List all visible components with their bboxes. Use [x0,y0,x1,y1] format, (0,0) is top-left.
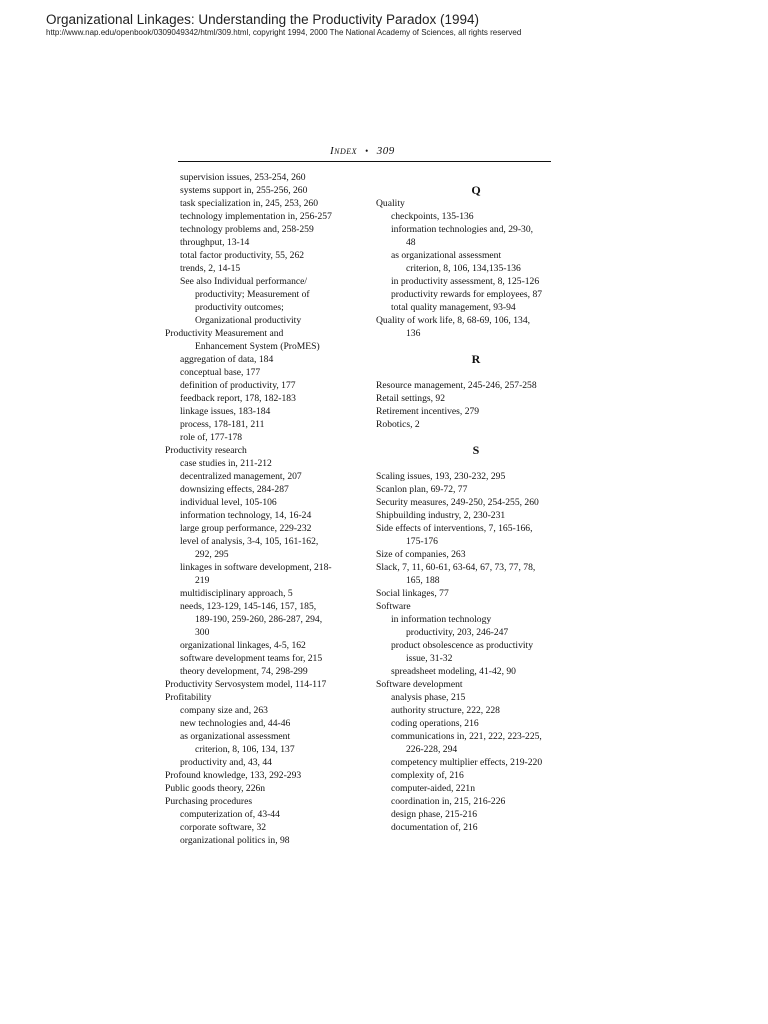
index-entry: 165, 188 [406,575,440,586]
index-entry: 136 [406,328,421,339]
document-title: Organizational Linkages: Understanding the Productivity Paradox (1994) [46,12,480,27]
index-entry: Profitability [165,692,212,703]
index-entry: 175-176 [406,536,438,547]
index-entry: in productivity assessment, 8, 125-126 [391,276,540,287]
index-entry: total quality management, 93-94 [391,302,516,313]
index-entry: technology problems and, 258-259 [180,224,314,235]
index-entry: as organizational assessment [391,250,502,261]
index-entry: aggregation of data, 184 [180,354,274,365]
index-entry: systems support in, 255-256, 260 [180,185,308,196]
index-entry: organizational linkages, 4-5, 162 [180,640,306,651]
index-entry: organizational politics in, 98 [180,835,290,846]
index-entry: 292, 295 [195,549,229,560]
index-entry: large group performance, 229-232 [180,523,312,534]
index-entry: Retirement incentives, 279 [376,406,480,417]
index-entry: information technology, 14, 16-24 [180,510,312,521]
index-spacer [376,366,576,379]
index-entry: 226-228, 294 [406,744,458,755]
index-entry: new technologies and, 44-46 [180,718,291,729]
index-entry: issue, 31-32 [406,653,453,664]
index-entry: productivity; Measurement of [195,289,310,300]
index-entry: communications in, 221, 222, 223-225, [391,731,542,742]
index-entry: throughput, 13-14 [180,237,250,248]
index-entry: in information technology [391,614,492,625]
page-number: 309 [376,145,395,157]
index-entry: Side effects of interventions, 7, 165-166, [376,523,533,534]
index-entry: computerization of, 43-44 [180,809,280,820]
index-entry: Quality of work life, 8, 68-69, 106, 134, [376,315,531,326]
index-entry: Productivity Measurement and [165,328,284,339]
section-letter: R [471,352,481,366]
index-entry: level of analysis, 3-4, 105, 161-162, [180,536,319,547]
index-entry: feedback report, 178, 182-183 [180,393,296,404]
index-entry: computer-aided, 221n [391,783,475,794]
index-entry: criterion, 8, 106, 134, 137 [195,744,295,755]
index-entry: Enhancement System (ProMES) [195,341,320,352]
index-entry: Security measures, 249-250, 254-255, 260 [376,497,539,508]
index-entry: See also Individual performance/ [180,276,308,287]
index-entry: 300 [195,627,210,638]
index-entry: Retail settings, 92 [376,393,446,404]
index-entry: Purchasing procedures [165,796,253,807]
index-entry: spreadsheet modeling, 41-42, 90 [391,666,516,677]
document-url: http://www.nap.edu/openbook/0309049342/html/309.html, copyright 1994, 2000 The National Academy of Sciences, all rights reserved [46,28,522,37]
index-entry: Software [376,601,411,612]
index-entry: technology implementation in, 256-257 [180,211,332,222]
index-entry: decentralized management, 207 [180,471,302,482]
index-entry: information technologies and, 29-30, [391,224,534,235]
index-entry: 219 [195,575,210,586]
index-entry: role of, 177-178 [180,432,243,443]
index-entry: coding operations, 216 [391,718,479,729]
index-entry: checkpoints, 135-136 [391,211,474,222]
index-entry: total factor productivity, 55, 262 [180,250,305,261]
index-entry: Profound knowledge, 133, 292-293 [165,770,302,781]
document-header [46,12,746,38]
index-entry: linkage issues, 183-184 [180,406,271,417]
index-entry: conceptual base, 177 [180,367,261,378]
index-entry: Social linkages, 77 [376,588,449,599]
index-entry: competency multiplier effects, 219-220 [391,757,543,768]
index-entry: Public goods theory, 226n [165,783,266,794]
index-entry: documentation of, 216 [391,822,478,833]
index-entry: Resource management, 245-246, 257-258 [376,380,537,391]
index-entry: analysis phase, 215 [391,692,466,703]
index-entry: linkages in software development, 218- [180,562,332,573]
index-entry: productivity, 203, 246-247 [406,627,509,638]
index-entry: theory development, 74, 298-299 [180,666,308,677]
index-entry: trends, 2, 14-15 [180,263,241,274]
index-entry: Shipbuilding industry, 2, 230-231 [376,510,506,521]
index-entry: product obsolescence as productivity [391,640,533,651]
index-entry: supervision issues, 253-254, 260 [180,172,306,183]
section-letter: S [472,443,480,457]
index-entry: case studies in, 211-212 [180,458,272,469]
index-entry: complexity of, 216 [391,770,464,781]
index-entry: downsizing effects, 284-287 [180,484,289,495]
index-entry: Robotics, 2 [376,419,420,430]
index-entry: 189-190, 259-260, 286-287, 294, [195,614,323,625]
index-entry: productivity rewards for employees, 87 [391,289,543,300]
index-entry: software development teams for, 215 [180,653,323,664]
index-entry: coordination in, 215, 216-226 [391,796,506,807]
index-entry: design phase, 215-216 [391,809,478,820]
index-entry: Quality [376,198,405,209]
index-entry: Slack, 7, 11, 60-61, 63-64, 67, 73, 77, 78, [376,562,536,573]
index-entry: Scanlon plan, 69-72, 77 [376,484,468,495]
index-entry: 48 [406,237,416,248]
index-entry: productivity and, 43, 44 [180,757,272,768]
index-entry: company size and, 263 [180,705,268,716]
index-entry: needs, 123-129, 145-146, 157, 185, [180,601,317,612]
index-entry: criterion, 8, 106, 134,135-136 [406,263,521,274]
index-entry: authority structure, 222, 228 [391,705,500,716]
index-spacer [376,457,576,470]
index-entry: Productivity research [165,445,247,456]
index-entry: process, 178-181, 211 [180,419,265,430]
index-entry: multidisciplinary approach, 5 [180,588,293,599]
index-column-left [165,171,375,847]
index-entry: individual level, 105-106 [180,497,277,508]
running-head-bullet: • [365,146,369,156]
index-column-right [376,171,576,834]
index-entry: Software development [376,679,463,690]
index-entry: productivity outcomes; [195,302,284,313]
index-entry: as organizational assessment [180,731,291,742]
index-entry: task specialization in, 245, 253, 260 [180,198,319,209]
index-entry: corporate software, 32 [180,822,267,833]
index-entry: Scaling issues, 193, 230-232, 295 [376,471,506,482]
running-head [330,145,395,157]
index-entry: Size of companies, 263 [376,549,466,560]
header-rule [178,161,551,162]
index-entry: definition of productivity, 177 [180,380,296,391]
running-head-label: Index [330,145,358,157]
index-entry: Productivity Servosystem model, 114-117 [165,679,327,690]
index-entry: Organizational productivity [195,315,302,326]
section-letter: Q [471,183,481,197]
